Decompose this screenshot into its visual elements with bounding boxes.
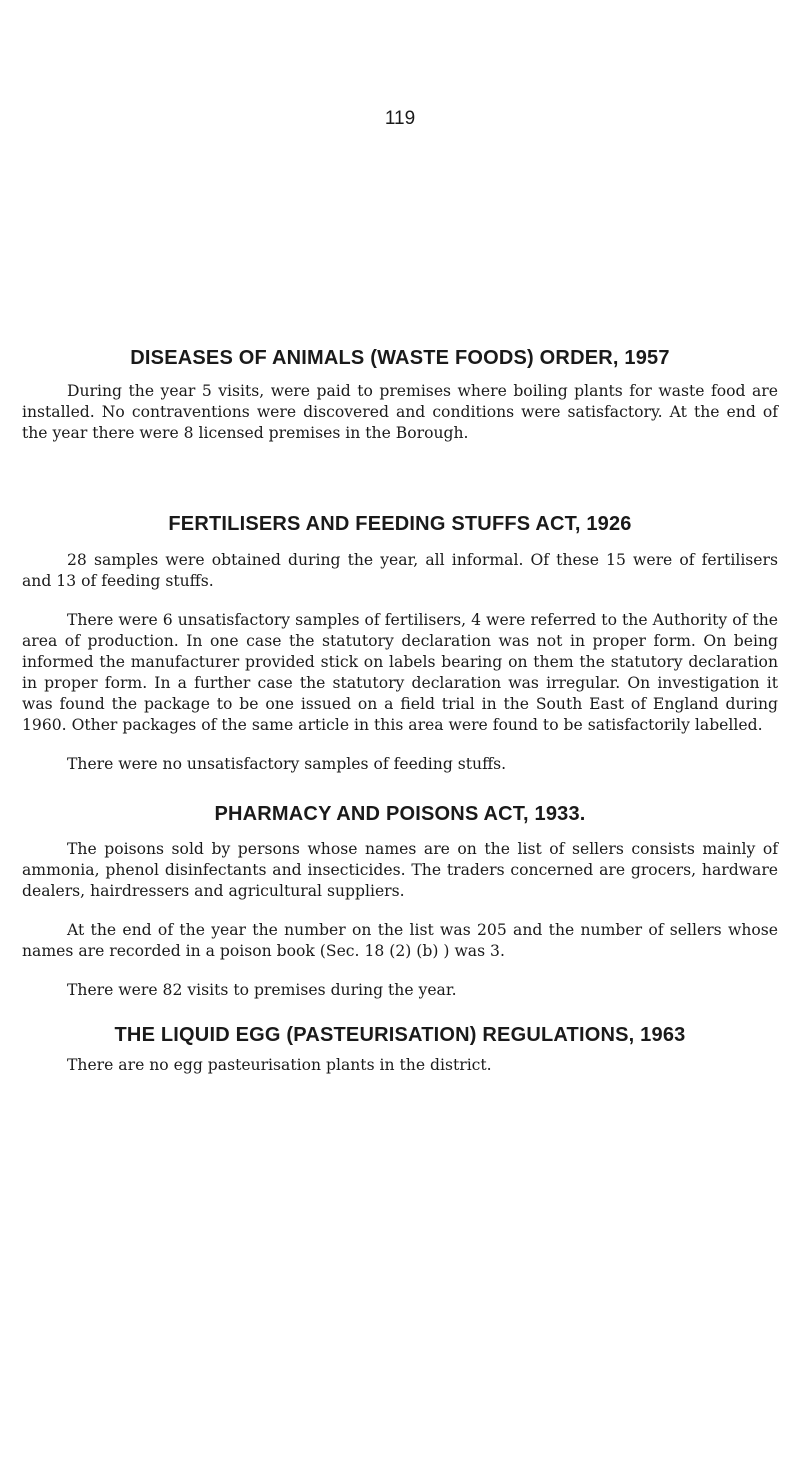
section-heading: FERTILISERS AND FEEDING STUFFS ACT, 1926 — [168, 513, 632, 535]
page-number: 119 — [384, 108, 416, 129]
paragraph: There are no egg pasteurisation plants in the district. — [67, 1056, 492, 1074]
section-heading: THE LIQUID EGG (PASTEURISATION) REGULATIONS, 1963 — [114, 1024, 686, 1046]
section-diseases-of-animals — [22, 347, 778, 444]
section-pharmacy-poisons — [22, 803, 778, 1001]
paragraph: 28 samples were obtained during the year, all informal. Of these 15 were of fertilisers and 13 of feeding stuffs. — [22, 551, 778, 590]
paragraph: The poisons sold by persons whose names are on the list of sellers consists mainly of ammonia, phenol disinfectants and insecticides. The traders concerned are grocers, hardware dealers, hairdressers and agricultural suppliers. — [22, 840, 778, 900]
paragraph: During the year 5 visits, were paid to premises where boiling plants for waste food are installed. No contraventions were discovered and conditions were satisfactory. At the end of the year there were 8 licensed premises in the Borough. — [22, 382, 778, 442]
paragraph: There were no unsatisfactory samples of feeding stuffs. — [67, 755, 507, 773]
paragraph: There were 6 unsatisfactory samples of fertilisers, 4 were referred to the Authority of the area of production. In one case the statutory declaration was not in proper form. On being informed the manufacturer provided stick on labels bearing on them the statutory declaration in proper form. In a further case the statutory declaration was irregular. On investigation it was found the package to be one issued on a field trial in the South East of England during 1960. Other packages of the same article in this area were found to be satisfactorily labelled. — [22, 611, 778, 734]
section-heading: PHARMACY AND POISONS ACT, 1933. — [214, 803, 586, 825]
paragraph: There were 82 visits to premises during the year. — [67, 981, 457, 999]
paragraph: At the end of the year the number on the list was 205 and the number of sellers whose names are recorded in a poison book (Sec. 18 (2) (b) ) was 3. — [22, 921, 778, 960]
section-heading: DISEASES OF ANIMALS (WASTE FOODS) ORDER, 1957 — [130, 347, 670, 369]
section-liquid-egg — [22, 1024, 778, 1076]
section-fertilisers-feeding-stuffs — [22, 513, 778, 775]
